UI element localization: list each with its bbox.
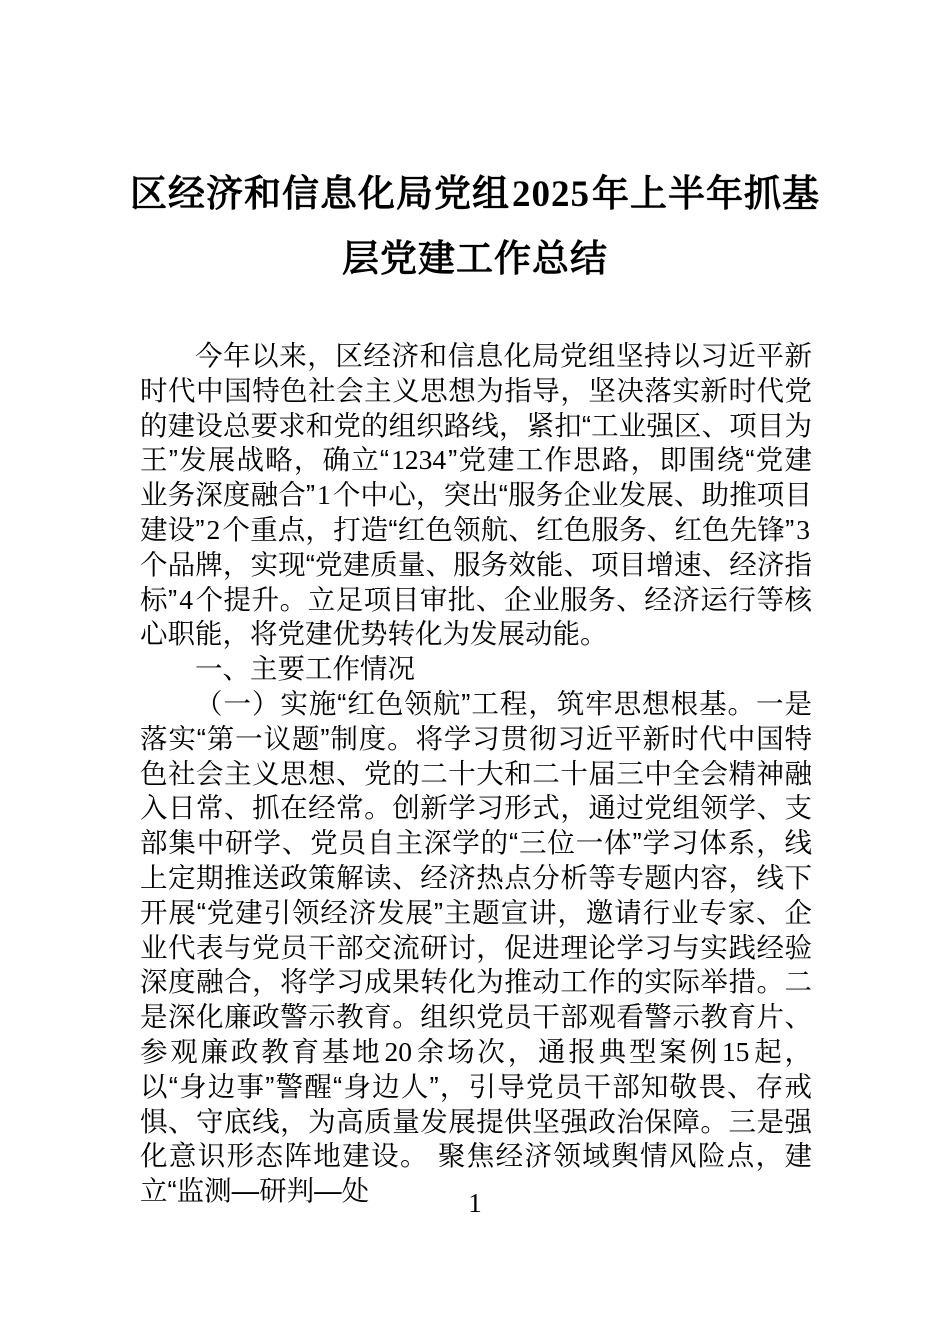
document-title-line-2: 层党建工作总结 (342, 238, 608, 279)
page-number: 1 (468, 1188, 482, 1218)
paragraph-intro: 今年以来，区经济和信息化局党组坚持以习近平新时代中国特色社会主义思想为指导，坚决落实新时代党的建设总要求和党的组织路线，紧扣“工业强区、项目为王”发展战略，确立“1234”党建工作思路，即围绕“党建业务深度融合”1个中心，突出“服务企业发展、助推项目建设”2个重点，打造“红色领航、红色服务、红色先锋”3个品牌，实现“党建质量、服务效能、项目增速、经济指标”4个提升。立足项目审批、企业服务、经济运行等核心职能，将党建优势转化为发展动能。 (140, 340, 812, 650)
section-heading: 一、主要工作情况 (195, 653, 415, 685)
document-title (0, 0, 950, 291)
document-title-line-1: 区经济和信息化局党组2025年上半年抓基 (130, 173, 820, 215)
document-body (140, 339, 812, 1209)
paragraph-section-one: （一）实施“红色领航”工程，筑牢思想根基。一是落实“第一议题”制度。将学习贯彻习近平新时代中国特色社会主义思想、党的二十大和二十届三中全会精神融入日常、抓在经常。创新学习形式，通过党组领学、支部集中研学、党员自主深学的“三位一体”学习体系，线上定期推送政策解读、经济热点分析等专题内容，线下开展“党建引领经济发展”主题宣讲，邀请行业专家、企业代表与党员干部交流研讨，促进理论学习与实践经验深度融合，将学习成果转化为推动工作的实际举措。二是深化廉政警示教育。组织党员干部观看警示教育片、参观廉政教育基地20余场次，通报典型案例15起，以“身边事”警醒“身边人”，引导党员干部知敬畏、存戒惧、守底线，为高质量发展提供坚强政治保障。三是强化意识形态阵地建设。 聚焦经济领域舆情风险点，建立“监测—研判—处 (140, 687, 813, 1207)
